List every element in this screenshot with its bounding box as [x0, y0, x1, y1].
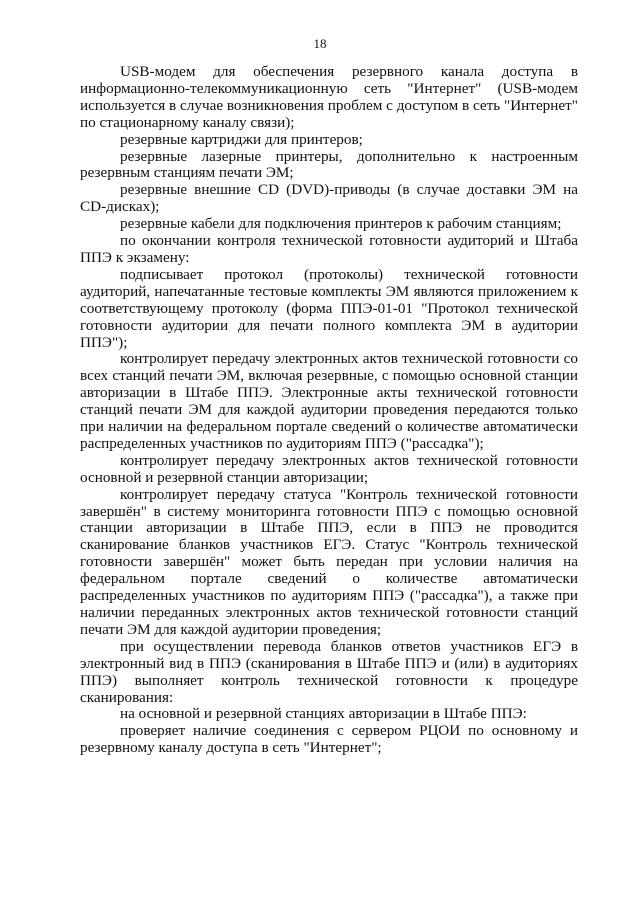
paragraph-printers: резервные лазерные принтеры, дополнительно к настроенным резервным станциям печати ЭМ; [80, 147, 578, 182]
page-number: 18 [313, 36, 327, 51]
paragraph-acts-print-stations: контролирует передачу электронных актов технической готовности со всех станций печати ЭМ, включая резервные, с помощью основной станции авторизации в Штабе ППЭ. Электронные акты технической готовности станций печати ЭМ для каждой аудитории проведения передаются только при наличии на федеральном портале сведений о количестве автоматически распределенных участников по аудиториям ППЭ ("рассадка"); [80, 350, 578, 452]
body-text [80, 64, 578, 757]
paragraph-signs-protocol: подписывает протокол (протоколы) технической готовности аудиторий, напечатанные тестовые комплекты ЭМ являются приложением к соответствующему протоколу (форма ППЭ-01-01 "Протокол технической готовности аудитории для печати полного комплекта ЭМ в аудитории ППЭ"); [80, 265, 578, 351]
paragraph-cartridges: резервные картриджи для принтеров; [120, 130, 363, 148]
paragraph-cables: резервные кабели для подключения принтеров к рабочим станциям; [120, 215, 562, 233]
paragraph-connection-check: проверяет наличие соединения с сервером РЦОИ по основному и резервному каналу доступа в сеть "Интернет"; [80, 722, 578, 757]
paragraph-scanning: при осуществлении перевода бланков ответов участников ЕГЭ в электронный вид в ППЭ (сканирования в Штабе ППЭ и (или) в аудиториях ППЭ) выполняет контроль технической готовности к процедуре сканирования: [80, 637, 578, 706]
paragraph-readiness-end: по окончании контроля технической готовности аудиторий и Штаба ППЭ к экзамену: [80, 232, 578, 266]
paragraph-auth-stations: на основной и резервной станциях авторизации в Штабе ППЭ: [120, 705, 527, 723]
paragraph-cd-drives: резервные внешние CD (DVD)-приводы (в случае доставки ЭМ на CD-дисках); [80, 181, 578, 216]
paragraph-usb-modem: USB-модем для обеспечения резервного канала доступа в информационно-телекоммуникационную сеть "Интернет" (USB-модем используется в случае возникновения проблем с доступом в сеть "Интернет" по стационарному каналу связи); [80, 63, 578, 131]
paragraph-acts-auth-station: контролирует передачу электронных актов технической готовности основной и резервной станции авторизации; [80, 451, 578, 486]
paragraph-status-transfer: контролирует передачу статуса "Контроль технической готовности завершён" в систему мониторинга готовности ППЭ с помощью основной станции авторизации в Штабе ППЭ, если в ППЭ не проводится сканирование бланков участников ЕГЭ. Статус "Контроль технической готовности завершён" может быть передан при условии наличия на федеральном портале сведений о количестве автоматически распределенных участников по аудиториям ППЭ ("рассадка"), а также при наличии переданных электронных актов технической готовности станций печати ЭМ для каждой аудитории проведения; [80, 485, 578, 638]
